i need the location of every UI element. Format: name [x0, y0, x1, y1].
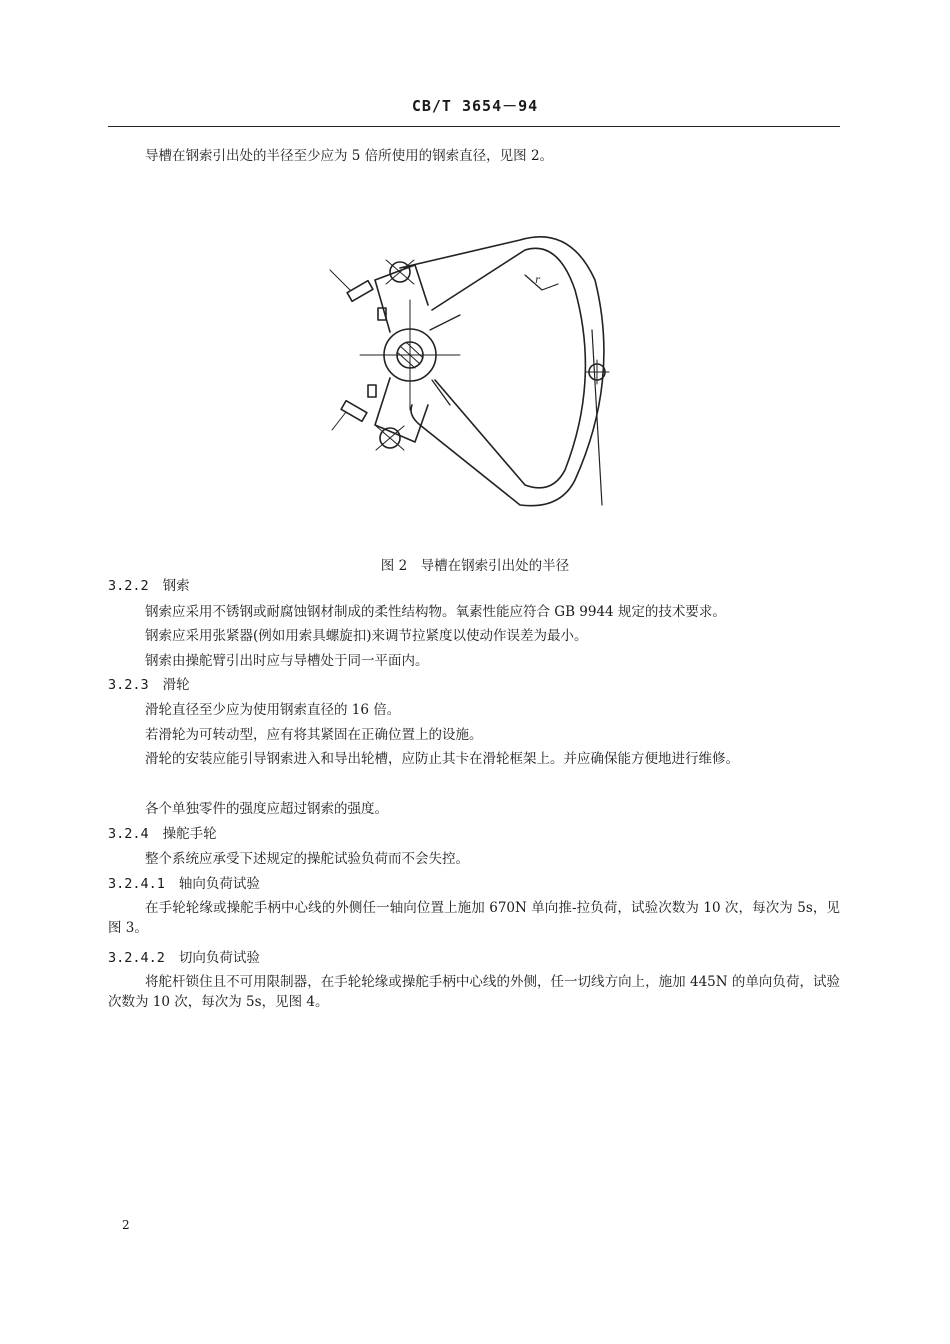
section-number: 3.2.4.2 — [108, 950, 165, 966]
s3241-paragraph-1: 在手轮轮缘或操舵手柄中心线的外侧任一轴向位置上施加 670N 单向推-拉负荷，试验次数为 10 次，每次为 5s，见图 3。 — [108, 900, 840, 936]
section-number: 3.2.3 — [108, 677, 149, 693]
s3242-paragraph-1: 将舵杆锁住且不可用限制器，在手轮轮缘或操舵手柄中心线的外侧，任一切线方向上，施加 445N 的单向负荷，试验次数为 10 次，每次为 5s，见图 4。 — [108, 974, 840, 1010]
s324-paragraph-1: 整个系统应承受下述规定的操舵试验负荷而不会失控。 — [145, 851, 469, 867]
s322-paragraph-3: 钢索由操舵臂引出时应与导槽处于同一平面内。 — [145, 653, 429, 669]
s322-paragraph-2: 钢索应采用张紧器(例如用索具螺旋扣)来调节拉紧度以使动作误差为最小。 — [145, 628, 588, 644]
section-number: 3.2.4.1 — [108, 876, 165, 892]
s323-paragraph-1: 滑轮直径至少应为使用钢索直径的 16 倍。 — [145, 702, 401, 718]
section-title: 钢索 — [162, 578, 190, 594]
section-title: 轴向负荷试验 — [178, 876, 260, 892]
section-3-2-4-heading — [108, 824, 217, 844]
s323-paragraph-4: 各个单独零件的强度应超过钢索的强度。 — [145, 801, 388, 817]
upper-turnbuckle — [347, 281, 373, 302]
lower-turnbuckle — [341, 401, 367, 422]
page-number: 2 — [122, 1218, 130, 1232]
section-3-2-4-2-heading — [108, 948, 260, 968]
s323-paragraph-3: 滑轮的安装应能引导钢索进入和导出轮槽，应防止其卡在滑轮框架上。并应确保能方便地进行维修。 — [145, 751, 739, 767]
radius-marker — [525, 275, 558, 290]
figure-2-caption: 图 2 导槽在钢索引出处的半径 — [380, 558, 570, 574]
figure-2-drawing — [320, 220, 630, 520]
s322-paragraph-1: 钢索应采用不锈钢或耐腐蚀钢材制成的柔性结构物。氧素性能应符合 GB 9944 规定的技术要求。 — [145, 604, 726, 620]
section-number: 3.2.4 — [108, 826, 149, 842]
guide-groove-inner — [432, 248, 585, 488]
section-title: 操舵手轮 — [162, 826, 217, 842]
document-code-header: CB/T 3654－94 — [411, 97, 539, 115]
section-3-2-3-heading — [108, 675, 190, 695]
s323-paragraph-2: 若滑轮为可转动型，应有将其紧固在正确位置上的设施。 — [145, 727, 483, 743]
section-3-2-4-1-heading — [108, 874, 260, 894]
section-number: 3.2.2 — [108, 578, 149, 594]
intro-paragraph: 导槽在钢索引出处的半径至少应为 5 倍所使用的钢索直径，见图 2。 — [145, 148, 554, 164]
section-title: 切向负荷试验 — [178, 950, 260, 966]
header-rule — [108, 126, 840, 127]
section-title: 滑轮 — [162, 677, 190, 693]
section-3-2-2-heading — [108, 576, 190, 596]
radius-label: r — [535, 275, 540, 286]
